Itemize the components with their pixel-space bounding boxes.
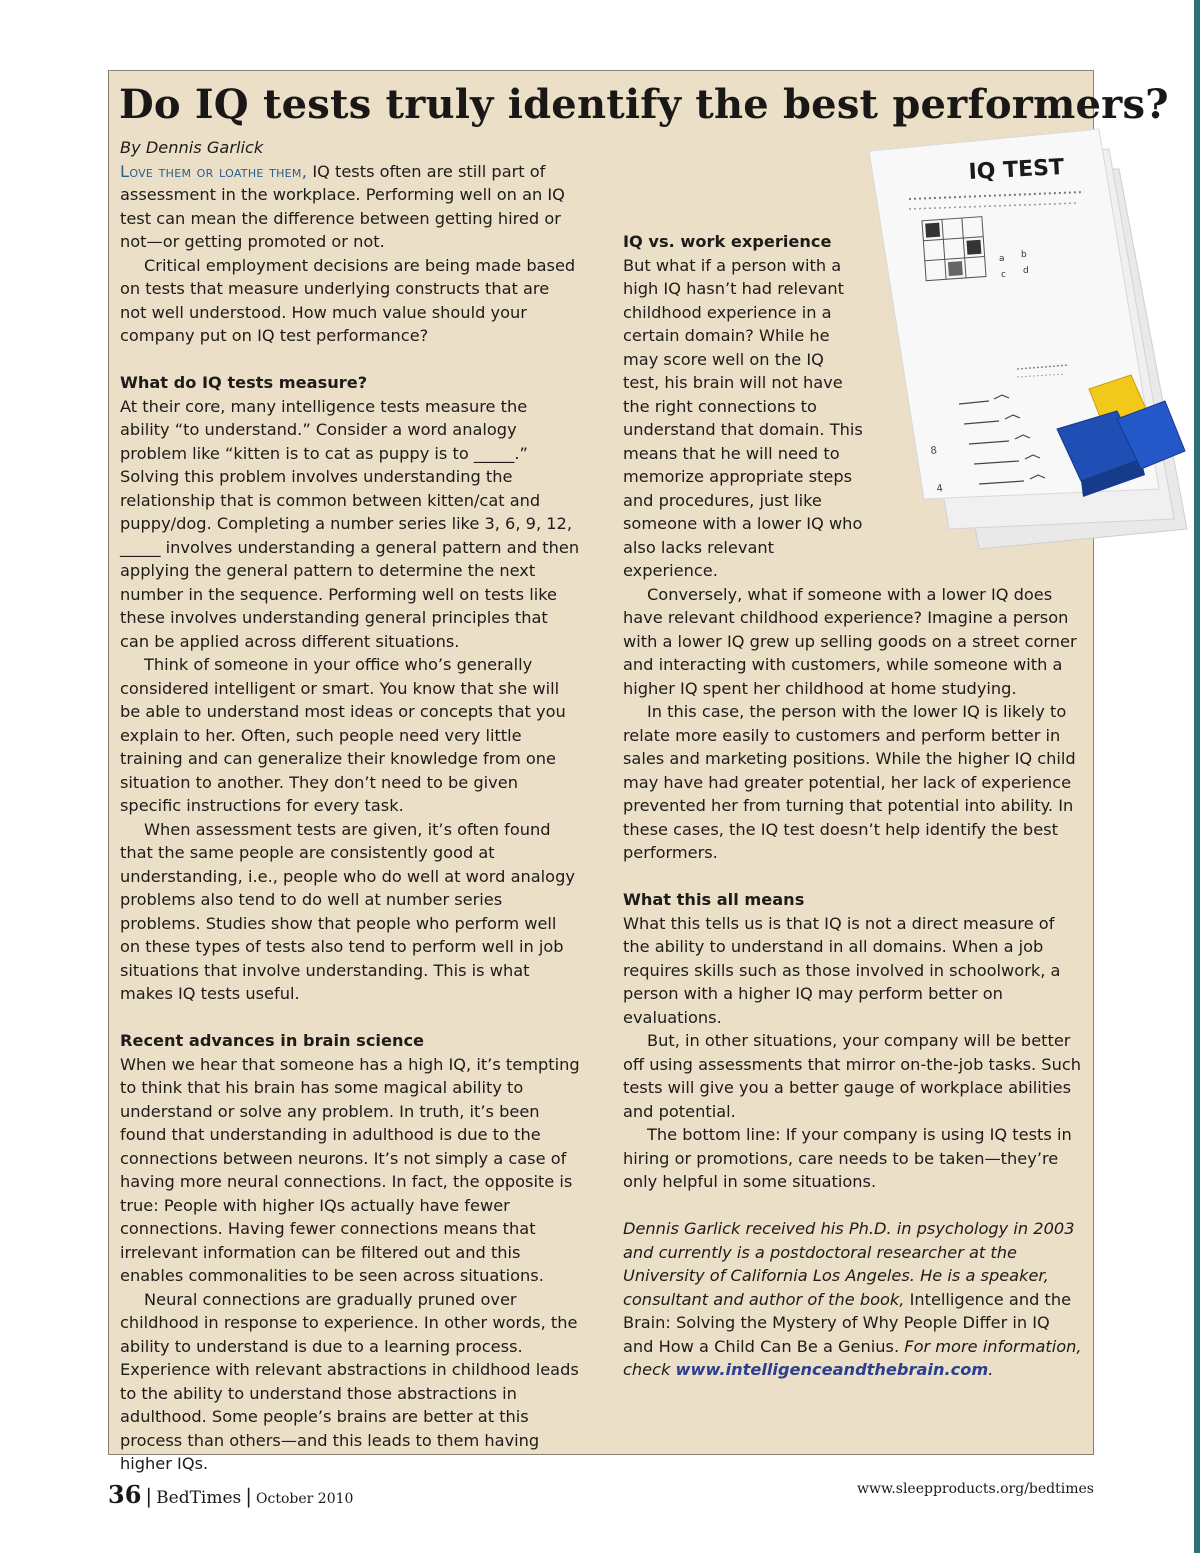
lead-in: Love them or loathe them, — [120, 161, 308, 181]
paragraph: When assessment tests are given, it’s often found that the same people are consistently good at understanding, i.e., people who do well at word analogy problems also tend to do well at number series problems. Studies show that people who perform well on these types of tests also tend to perform well in job situations that involve understanding. This is what makes IQ tests useful. — [120, 819, 575, 1003]
paragraph: Conversely, what if someone with a lower IQ does have relevant childhood experience? Imagine a person with a lower IQ grew up selling goods on a street corner and interacting with customers, while someone with a higher IQ spent her childhood at home studying. — [623, 584, 1077, 698]
intro-text: IQ tests often are still part of assessment in the workplace. Performing well on an IQ test can mean the difference between getting hired or not—or getting promoted or not. — [120, 161, 565, 251]
svg-text:d: d — [1023, 266, 1029, 276]
paragraph: Critical employment decisions are being made based on tests that measure underlying constructs that are not well understood. How much value should your company put on IQ test performance? — [120, 255, 576, 345]
paragraph: In this case, the person with the lower IQ is likely to relate more easily to customers and perform better in sales and marketing positions. While the higher IQ child may have had greater potential, her lack of experience prevented her from turning that potential into ability. In these cases, the IQ test doesn’t help identify the best performers. — [623, 702, 1076, 862]
footer-url[interactable]: www.sleepproducts.org/bedtimes — [857, 1481, 1094, 1497]
svg-text:8: 8 — [929, 445, 938, 457]
section-heading-measure: What do IQ tests measure? — [120, 373, 368, 392]
author-bio: Dennis Garlick received his Ph.D. in psychology in 2003 and currently is a postdoctoral researcher at the University of California Los Angeles. He is a speaker, consultant and author of the book, Intelligence and the Brain: Solving the Mystery of Why People Differ in IQ and How a Child Can Be a Genius. For more information, check www.intelligenceandthebrain.com. — [623, 1219, 1082, 1379]
svg-text:a: a — [999, 254, 1005, 264]
section-heading-what-it-means: What this all means — [623, 890, 805, 909]
paragraph-intro — [120, 160, 580, 254]
issue-date: October 2010 — [256, 1491, 354, 1507]
article-box — [108, 70, 1169, 1473]
paragraph: But, in other situations, your company will be better off using assessments that mirror on-the-job tasks. Such tests will give you a better gauge of workplace abilities and potential. — [623, 1031, 1081, 1121]
paragraph: When we hear that someone has a high IQ, it’s tempting to think that his brain has some magical ability to understand or solve any problem. In truth, it’s been found that understanding in adulthood is due to the connections between neurons. It’s not simply a case of having more neural connections. In fact, the opposite is true: People with higher IQs actually have fewer connections. Having fewer connections means that irrelevant information can be filtered out and this enables commonalities to be seen across situations. — [120, 1054, 580, 1285]
iq-test-heading: IQ TEST — [968, 155, 1065, 185]
article-title: Do IQ tests truly identify the best performers? — [119, 81, 1169, 128]
paragraph: The bottom line: If your company is using IQ tests in hiring or promotions, care needs to be taken—they’re only helpful in some situations. — [623, 1125, 1072, 1191]
paragraph: Think of someone in your office who’s generally considered intelligent or smart. You know that she will be able to understand most ideas or concepts that you explain to her. Often, such people need very little training and can generalize their knowledge from one situation to another. They don’t need to be given specific instructions for every task. — [120, 655, 566, 815]
book-title: Intelligence and the Brain: Solving the Mystery of Why People Differ in IQ and How a Child Can Be a Genius. — [623, 1289, 1072, 1356]
author-website-link[interactable]: www.intelligenceandthebrain.com — [675, 1360, 989, 1379]
svg-text:b: b — [1021, 250, 1027, 260]
svg-text:4: 4 — [935, 483, 944, 495]
section-heading-work-experience: IQ vs. work experience — [623, 232, 832, 251]
paragraph: Neural connections are gradually pruned over childhood in response to experience. In other words, the ability to understand is due to a learning process. Experience with relevant abstractions in childhood leads to the ability to understand those abstractions in adulthood. Some people’s brains are better at this process than others—and this leads to them having higher IQs. — [120, 1289, 579, 1473]
left-column — [120, 136, 580, 1476]
paragraph: At their core, many intelligence tests measure the ability “to understand.” Consider a word analogy problem like “kitten is to cat as puppy is to _____.” Solving this problem involves understanding the relationship that is common between kitten/cat and puppy/dog. Completing a number series like 3, 6, 9, 12, _____ involves understanding a general pattern and then applying the general pattern to determine the next number in the sequence. Performing well on tests like these involves understanding general principles that can be applied across different situations. — [120, 396, 580, 651]
svg-text:c: c — [1001, 270, 1006, 280]
page-edge-bar — [1194, 0, 1200, 1553]
section-heading-brain-science: Recent advances in brain science — [120, 1031, 425, 1050]
magazine-name: BedTimes — [156, 1488, 242, 1508]
iq-test-papers-illustration — [869, 129, 1187, 561]
byline: By Dennis Garlick — [120, 138, 264, 157]
paragraph: What this tells us is that IQ is not a direct measure of the ability to understand in all domains. When a job requires skills such as those involved in schoolwork, a person with a higher IQ may perform better on evaluations. — [623, 913, 1061, 1027]
page-footer: 36 | BedTimes | October 2010 — [108, 1480, 354, 1509]
page-number: 36 — [108, 1480, 142, 1509]
paragraph: But what if a person with a high IQ hasn’t had relevant childhood experience in a certain domain? While he may score well on the IQ test, his brain will not have the right connections to understand that domain. This means that he will need to memorize appropriate steps and procedures, just like someone with a lower IQ who also lacks relevant experience. — [623, 255, 863, 580]
